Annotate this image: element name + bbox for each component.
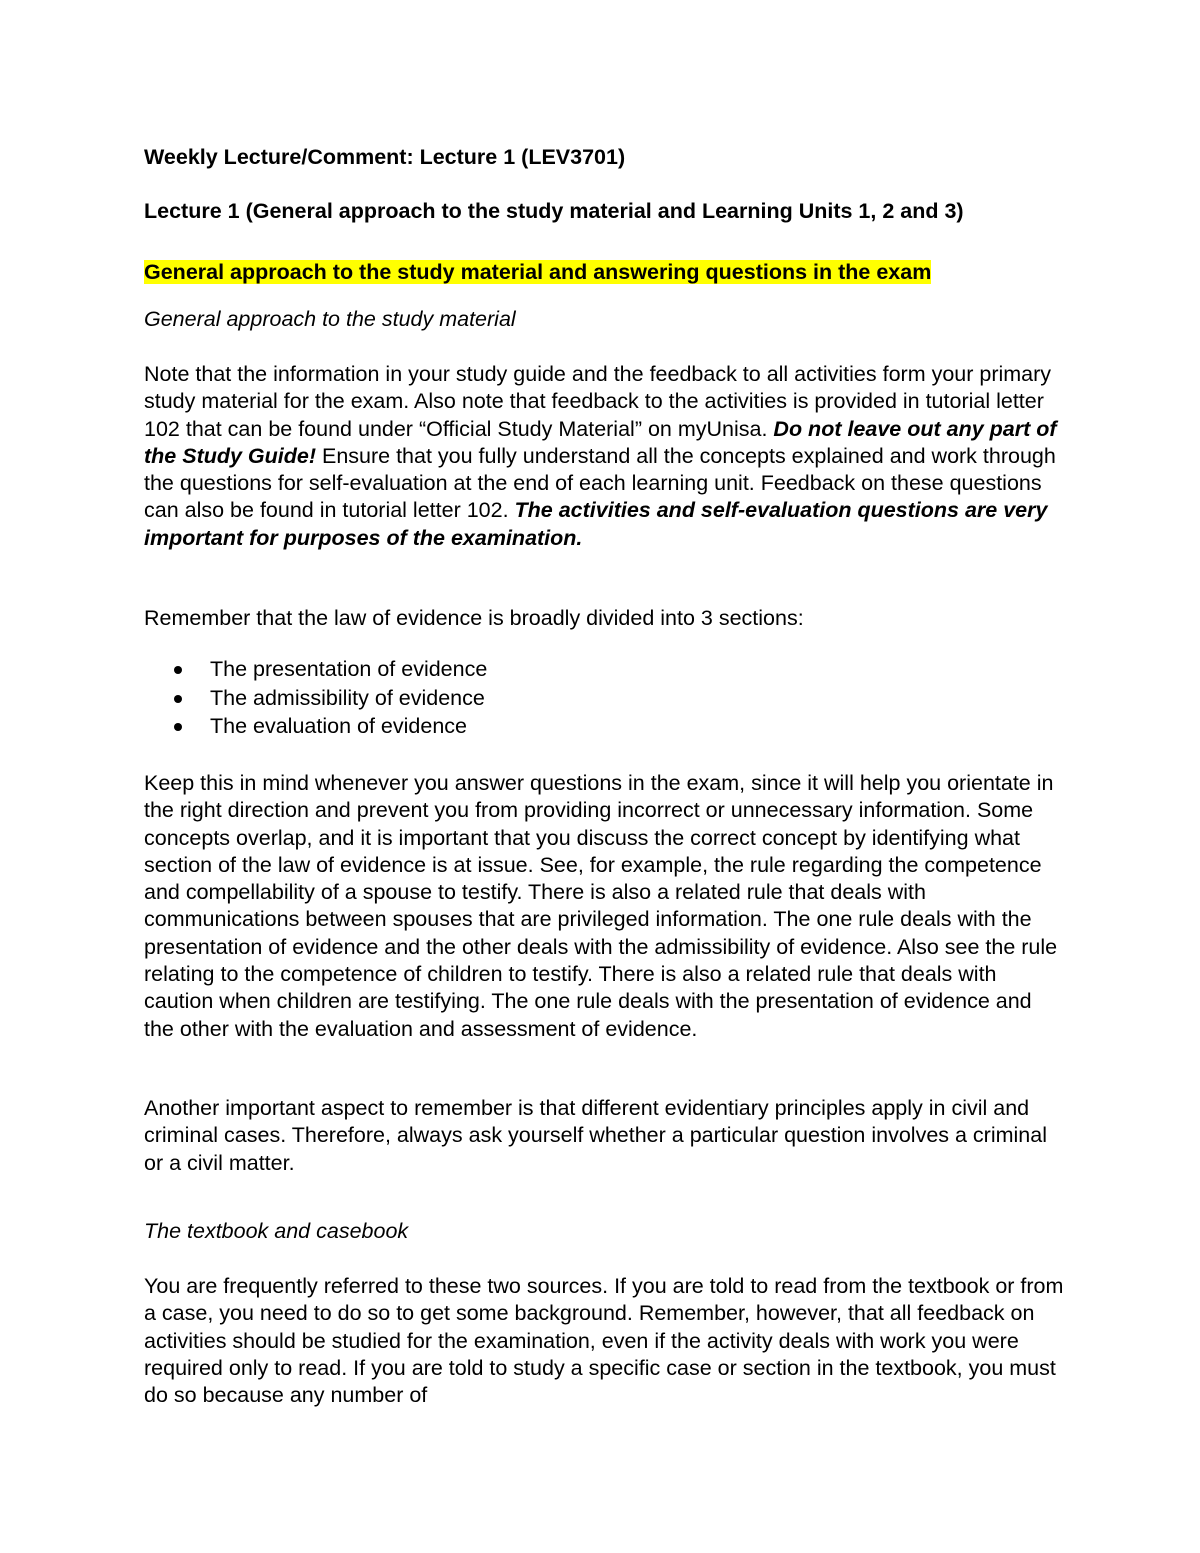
list-item: The presentation of evidence (144, 655, 487, 684)
paragraph-text: Ensure that you fully understand all the concepts explained and work through the questions for self-evaluation at the end of each learning unit. Feedback on these questions can also be found in tutorial letter 102. (144, 443, 1056, 523)
subheading-textbook: The textbook and casebook (144, 1219, 409, 1243)
subheading-study-material: General approach to the study material (144, 307, 516, 331)
bullet-icon (174, 723, 182, 731)
paragraph-civil-criminal: Another important aspect to remember is that different evidentiary principles apply in civil and criminal cases. Therefore, always ask yourself whether a particular question involves a criminal or a civil matter. (144, 1096, 1047, 1175)
emphasis-activities: The activities and self-evaluation questions are very important for purposes of the examination. (144, 498, 1048, 550)
highlight-text: General approach to the study material and answering questions in the exam (144, 260, 932, 284)
bullet-icon (174, 666, 182, 674)
lecture-heading: Lecture 1 (General approach to the study material and Learning Units 1, 2 and 3) (144, 199, 964, 223)
paragraph-sections-intro: Remember that the law of evidence is broadly divided into 3 sections: (144, 606, 804, 630)
document-title: Weekly Lecture/Comment: Lecture 1 (LEV3701) (144, 145, 626, 169)
list-item: The evaluation of evidence (144, 712, 487, 741)
bullet-icon (174, 695, 182, 703)
list-item: The admissibility of evidence (144, 684, 487, 713)
sections-list (144, 655, 487, 741)
paragraph-textbook: You are frequently referred to these two sources. If you are told to read from the textbook or from a case, you need to do so to get some background. Remember, however, that all feedback on activities should be studied for the examination, even if the activity deals with work you were required only to read. If you are told to study a specific case or section in the textbook, you must do so because any number of (144, 1274, 1064, 1408)
highlighted-heading (144, 259, 931, 286)
paragraph-keep-in-mind: Keep this in mind whenever you answer questions in the exam, since it will help you orientate in the right direction and prevent you from providing incorrect or unnecessary information. Some concepts overlap, and it is important that you discuss the correct concept by identifying what section of the law of evidence is at issue. See, for example, the rule regarding the competence and compellability of a spouse to testify. There is also a related rule that deals with communications between spouses that are privileged information. The one rule deals with the presentation of evidence and the other deals with the admissibility of evidence. Also see the rule relating to the competence of children to testify. There is also a related rule that deals with caution when children are testifying. The one rule deals with the presentation of evidence and the other with the evaluation and assessment of evidence. (144, 771, 1058, 1041)
emphasis-study-guide: Do not leave out any part of the Study Guide! (144, 416, 1057, 468)
paragraph-text: Note that the information in your study guide and the feedback to all activities form your primary study material for the exam. Also note that feedback to the activities is provided in tutorial letter 102 that can be found under “Official Study Material” on myUnisa. (144, 362, 1052, 441)
paragraph-primary-material (144, 361, 1064, 552)
